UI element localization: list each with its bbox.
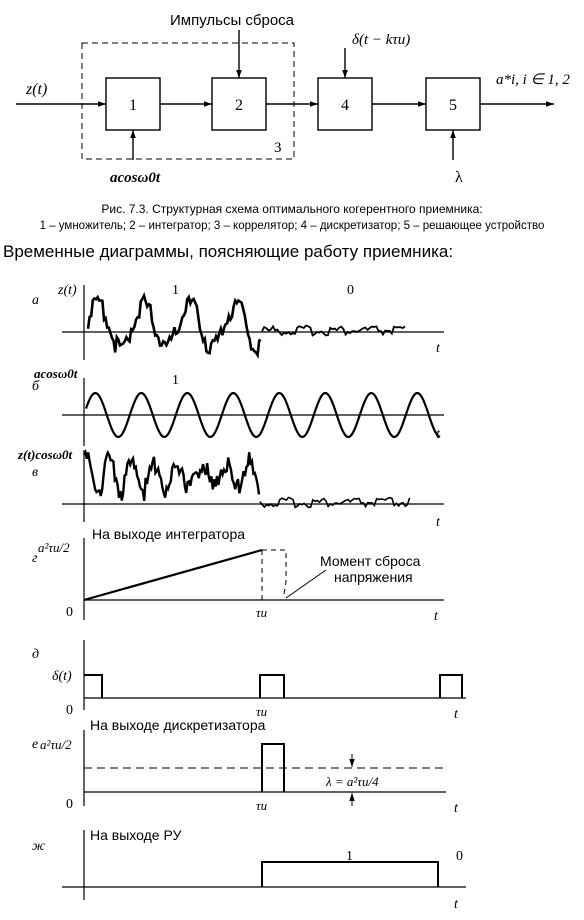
mark-zh-1: 1 <box>346 849 353 864</box>
note-reset-1: Момент сброса <box>320 553 421 569</box>
mark-b-1: 1 <box>172 373 179 388</box>
mark-zh-0: 0 <box>456 849 463 864</box>
title-sampler: На выходе дискретизатора <box>90 717 266 733</box>
group-3-label: 3 <box>274 140 282 156</box>
reset-label: Импульсы сброса <box>170 12 295 29</box>
tau-d: τи <box>256 704 268 719</box>
integrator-reset-dashed <box>262 550 286 594</box>
product-signal-bit1 <box>84 452 259 501</box>
t-label-a: t <box>436 341 440 356</box>
decision-output-pulse <box>262 862 438 887</box>
tau-e: τи <box>256 798 268 813</box>
output-label: a*i, i ∈ 1, 2 <box>496 72 570 88</box>
origin-e: 0 <box>66 797 73 812</box>
noisy-signal-bit1 <box>88 296 261 355</box>
noise-bit0 <box>262 326 405 336</box>
delta-pulse-3 <box>440 675 462 698</box>
timing-diagrams <box>17 283 466 912</box>
title-integrator: На выходе интегратора <box>92 526 246 542</box>
block-5-label: 5 <box>449 97 457 114</box>
tau-g: τи <box>256 605 268 620</box>
t-label-d: t <box>454 707 458 722</box>
block-4-label: 4 <box>341 97 349 114</box>
title-decision: На выходе РУ <box>90 827 182 843</box>
level-e: a²τи/2 <box>40 737 72 752</box>
delta-pulse-1 <box>84 675 102 698</box>
panel-letter-b: б <box>32 379 40 394</box>
origin-d: 0 <box>66 703 73 718</box>
panel-letter-v: в <box>32 465 39 480</box>
ylabel-a: z(t) <box>58 283 77 298</box>
threshold-label: λ = a²τи/4 <box>326 774 379 789</box>
mark-a-0: 0 <box>347 283 354 298</box>
integrator-ramp <box>84 550 262 600</box>
level-g: a²τи/2 <box>38 540 70 555</box>
ylabel-b: acosω0t <box>34 366 78 381</box>
mark-a-1: 1 <box>172 283 179 298</box>
input-label: z(t) <box>26 81 48 98</box>
panel-letter-zh: ж <box>32 839 46 854</box>
block-diagram <box>16 30 554 160</box>
panel-letter-e: е <box>32 737 39 752</box>
delta-pulse-2 <box>260 675 284 698</box>
delta-label: δ(t − kτи) <box>352 32 411 48</box>
product-noise-bit0 <box>260 498 410 508</box>
section-heading: Временные диаграммы, поясняющие работу приемника: <box>3 242 454 261</box>
ylabel-v: z(t)cosω0t <box>18 447 73 462</box>
t-label-g: t <box>434 609 438 624</box>
panel-letter-a: а <box>32 293 39 308</box>
reset-leader <box>286 570 326 598</box>
block-1-label: 1 <box>129 97 137 114</box>
t-label-e: t <box>454 801 458 816</box>
carrier-label: acosω0t <box>110 170 161 186</box>
note-reset-2: напряжения <box>334 569 413 585</box>
t-label-v: t <box>436 515 440 530</box>
figure-caption-legend: 1 – умножитель; 2 – интегратор; 3 – коррелятор; 4 – дискретизатор; 5 – решающее устройство <box>39 220 545 232</box>
panel-letter-d: д <box>32 647 40 662</box>
block-2-label: 2 <box>235 97 243 114</box>
ylabel-d: δ(t) <box>52 669 72 684</box>
threshold-label: λ <box>455 169 463 186</box>
panel-letter-g: г <box>32 551 38 566</box>
t-label-zh: t <box>454 897 458 912</box>
t-label-b: t <box>436 427 440 442</box>
figure-caption-title: Рис. 7.3. Структурная схема оптимального когерентного приемника: <box>101 202 483 216</box>
origin-g: 0 <box>66 605 73 620</box>
